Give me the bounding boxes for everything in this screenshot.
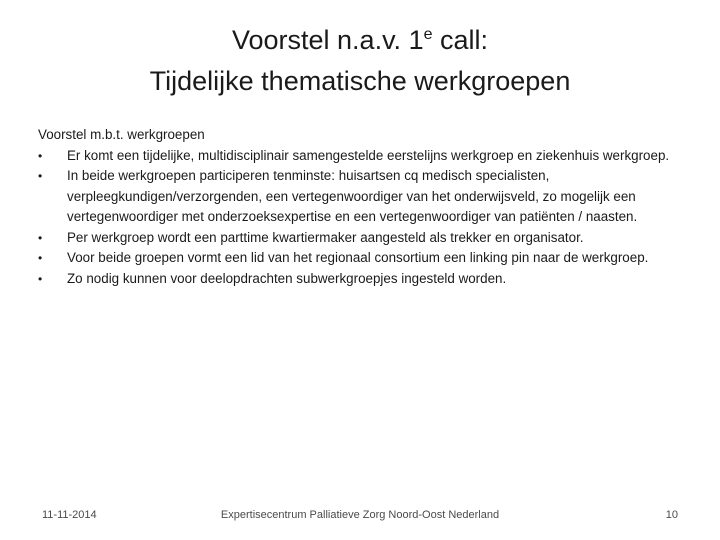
bullet-list <box>38 146 678 290</box>
bullet-icon: • <box>38 271 43 286</box>
list-item: • Er komt een tijdelijke, multidisciplinair samengestelde eerstelijns werkgroep en ziekenhuis werkgroep. <box>38 146 678 167</box>
superscript-e: e <box>423 26 433 43</box>
bullet-icon: • <box>38 148 43 163</box>
footer-organization: Expertisecentrum Palliatieve Zorg Noord-Oost Nederland <box>220 509 500 521</box>
page-number: 10 <box>665 509 678 521</box>
list-item: • Per werkgroep wordt een parttime kwartiermaker aangesteld als trekker en organisator. <box>38 228 678 249</box>
slide-body <box>38 125 678 289</box>
bullet-icon: • <box>38 251 43 265</box>
slide-title <box>0 22 720 99</box>
list-item: • Voor beide groepen vormt een lid van het regionaal consortium een linking pin naar de werkgroep. <box>38 248 678 269</box>
list-item: • Zo nodig kunnen voor deelopdrachten subwerkgroepjes ingesteld worden. <box>38 269 678 290</box>
bullet-icon: • <box>38 230 43 245</box>
slide-title-line-2: Tijdelijke thematische werkgroepen <box>149 66 571 96</box>
footer-date: 11-11-2014 <box>42 509 97 521</box>
section-heading: Voorstel m.b.t. werkgroepen <box>38 127 205 142</box>
list-item: • In beide werkgroepen participeren tenminste: huisartsen cq medisch specialisten, verpleegkundigen/verzorgenden, een vertegenwoordiger van het onderwijsveld, zo mogelijk een vertegenwoordiger met onderzoeksexpertise en een vertegenwoordiger van patiënten / naasten. <box>38 168 638 224</box>
bullet-icon: • <box>38 169 43 183</box>
slide-title-line-1: Voorstel n.a.v. 1e call: <box>231 25 489 55</box>
